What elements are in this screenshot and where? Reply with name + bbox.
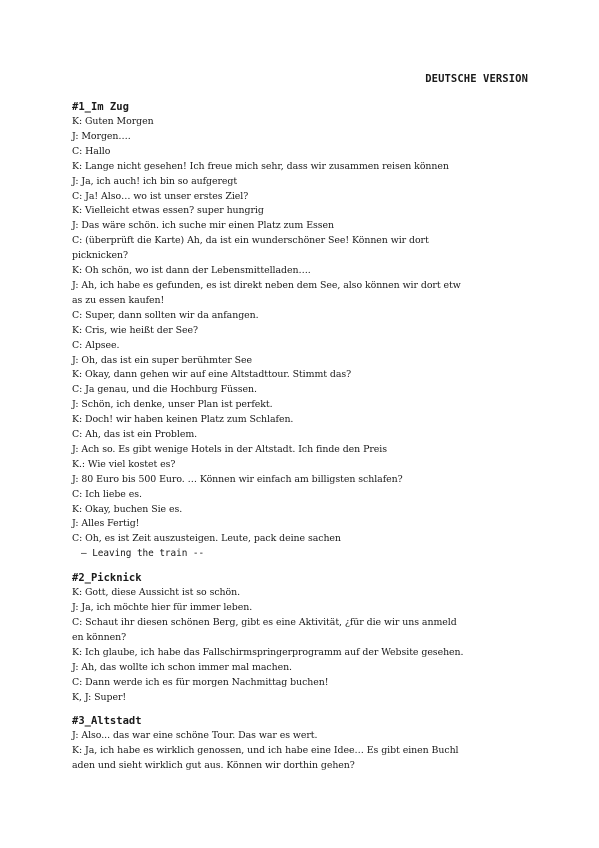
- dialogue-line: K, J: Super!: [72, 691, 127, 703]
- dialogue-line: J: Ah, das wollte ich schon immer mal machen.: [72, 661, 292, 673]
- dialogue-line: J: 80 Euro bis 500 Euro. … Können wir einfach am billigsten schlafen?: [72, 473, 403, 485]
- dialogue-line: J: Das wäre schön. ich suche mir einen Platz zum Essen: [72, 220, 334, 232]
- dialogue-line: K: Ja, ich habe es wirklich genossen, und ich habe eine Idee… Es gibt einen Buchl: [72, 745, 459, 757]
- dialogue-line: C: Ja! Also… wo ist unser erstes Ziel?: [72, 190, 249, 202]
- dialogue-line: J: Ah, ich habe es gefunden, es ist direkt neben dem See, also können wir dort etw: [72, 279, 461, 291]
- dialogue-line: en können?: [72, 631, 127, 643]
- section-title: #3_Altstadt: [72, 715, 142, 728]
- dialogue-line: J: Also... das war eine schöne Tour. Das war es wert.: [72, 730, 318, 742]
- dialogue-line: K: Doch! wir haben keinen Platz zum Schlafen.: [72, 414, 294, 426]
- dialogue-line: C: Ja genau, und die Hochburg Füssen.: [72, 384, 257, 396]
- dialogue-line: K.: Wie viel kostet es?: [72, 458, 176, 470]
- section-picknick: [72, 571, 528, 705]
- dialogue-line: K: Lange nicht gesehen! Ich freue mich sehr, dass wir zusammen reisen können: [72, 160, 449, 172]
- dialogue-line: K: Cris, wie heißt der See?: [72, 324, 198, 336]
- section-altstadt: [72, 714, 528, 774]
- dialogue-line: C: (überprüft die Karte) Ah, da ist ein wunderschöner See! Können wir dort: [72, 235, 429, 247]
- dialogue-line: J: Ja, ich möchte hier für immer leben.: [72, 602, 253, 614]
- dialogue-line: C: Schaut ihr diesen schönen Berg, gibt es eine Aktivität, ¿für die wir uns anmeld: [72, 617, 457, 628]
- dialogue-line: J: Schön, ich denke, unser Plan ist perfekt.: [72, 399, 273, 411]
- section-title: #2_Picknick: [72, 572, 142, 585]
- dialogue-line: K: Vielleicht etwas essen? super hungrig: [72, 205, 264, 217]
- dialogue-line: C: Super, dann sollten wir da anfangen.: [72, 309, 259, 321]
- dialogue-line: K: Okay, dann gehen wir auf eine Altstadttour. Stimmt das?: [72, 369, 352, 381]
- dialogue-line: picknicken?: [72, 250, 128, 262]
- dialogue-line: C: Ich liebe es.: [72, 488, 142, 500]
- dialogue-line: J: Alles Fertig!: [72, 518, 140, 530]
- dialogue-line: K: Okay, buchen Sie es.: [72, 503, 183, 515]
- dialogue-line: C: Dann werde ich es für morgen Nachmittag buchen!: [72, 676, 329, 688]
- dialogue-line: C: Ah, das ist ein Problem.: [72, 429, 198, 441]
- dialogue-line: K: Ich glaube, ich habe das Fallschirmspringerprogramm auf der Website gesehen.: [72, 646, 464, 658]
- dialogue-line: C: Oh, es ist Zeit auszusteigen. Leute, pack deine sachen: [72, 533, 341, 545]
- section-im-zug: [72, 100, 528, 562]
- dialogue-line: J: Oh, das ist ein super berühmter See: [72, 354, 252, 366]
- dialogue-line: K: Gott, diese Aussicht ist so schön.: [72, 587, 241, 599]
- dialogue-line: K: Guten Morgen: [72, 116, 154, 127]
- dialogue-line: aden und sieht wirklich gut aus. Können wir dorthin gehen?: [72, 760, 355, 772]
- dialogue-line: J: Ja, ich auch! ich bin so aufgeregt: [72, 175, 238, 187]
- dialogue-line: C: Alpsee.: [72, 339, 120, 351]
- dialogue-line: K: Oh schön, wo ist dann der Lebensmittelladen….: [72, 265, 311, 277]
- document-header: DEUTSCHE VERSION: [425, 73, 528, 85]
- section-title: #1_Im Zug: [72, 101, 129, 113]
- dialogue-line: C: Hallo: [72, 145, 111, 157]
- stage-direction: — Leaving the train --: [81, 548, 205, 560]
- document-content: [72, 100, 528, 783]
- dialogue-line: as zu essen kaufen!: [72, 294, 165, 306]
- dialogue-line: J: Morgen….: [72, 130, 131, 142]
- dialogue-line: J: Ach so. Es gibt wenige Hotels in der Altstadt. Ich finde den Preis: [72, 443, 387, 455]
